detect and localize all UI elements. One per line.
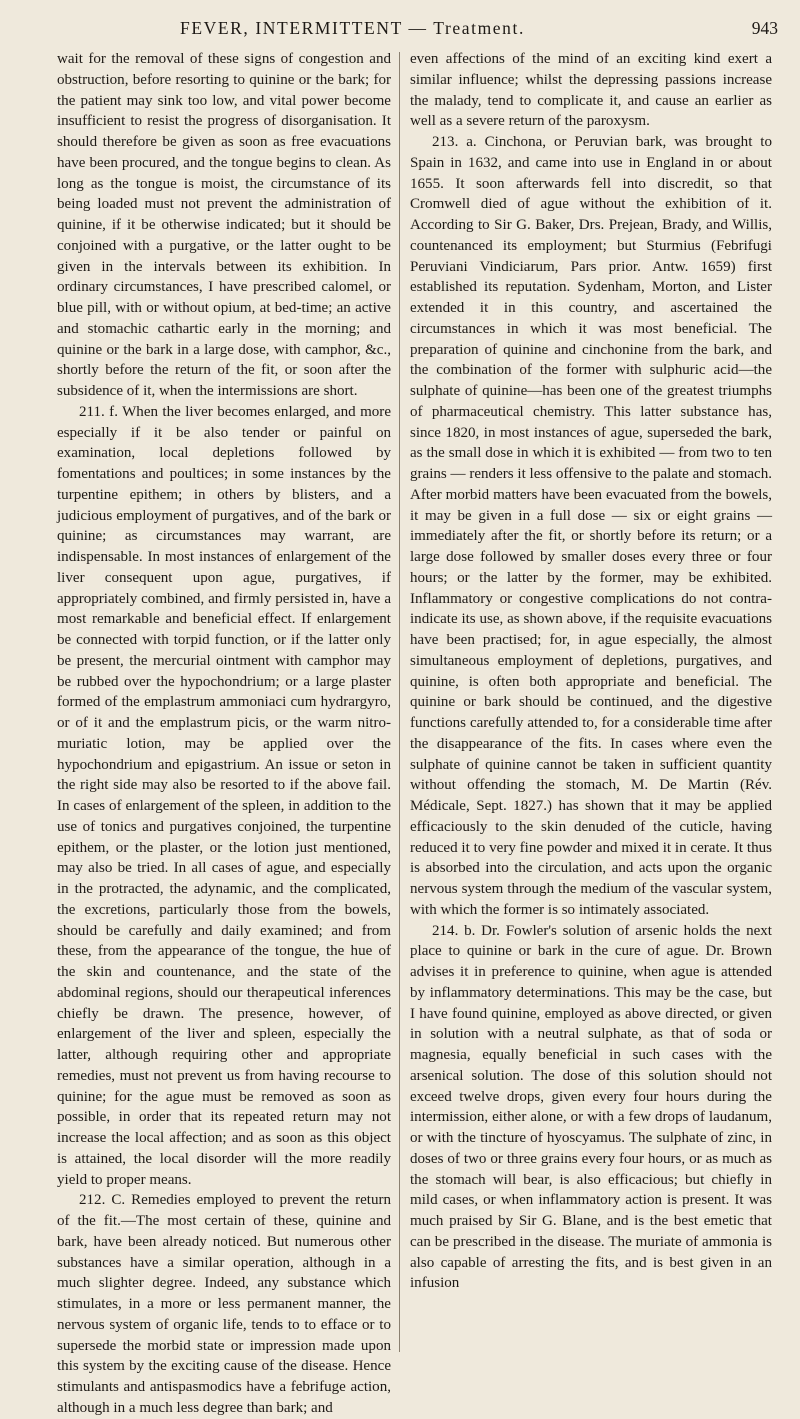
running-header — [60, 18, 778, 42]
column-divider — [399, 52, 400, 1352]
paragraph: 213. a. Cinchona, or Peruvian bark, was brought to Spain in 1632, and came into use in England in or about 1655. It soon afterwards fell into discredit, so that Cromwell died of ague without the exhibition of it. According to Sir G. Baker, Drs. Prejean, Brady, and Willis, countenanced its employment; but Sturmius (Febrifugi Peruviani Vindiciarum, Pars prior. Antw. 1659) first established its reputation. Sydenham, Morton, and Lister extended it in this country, and ascertained the circumstances in which it was most beneficial. The preparation of quinine and cinchonine from the bark, and the combination of the former with sulphuric acid—the sulphate of quinine—has been one of the greatest triumphs of pharmaceutical chemistry. This latter substance has, since 1820, in most instances of ague, superseded the bark, as the small dose in which it is exhibited — from two to ten grains — renders it less offensive to the palate and stomach. After morbid matters have been evacuated from the bowels, it may be given in a full dose — six or eight grains — immediately after the fit, or shortly before its return; or a large dose followed by smaller doses every three or four hours; or the latter by the former, may be exhibited. Inflammatory or congestive complications do not contra-indicate its use, as shown above, if the requisite evacuations have been practised; for, in ague especially, the almost simultaneous employment of depletions, purgatives, and quinine, is often both appropriate and beneficial. The quinine or bark should be continued, and the digestive functions carefully attended to, for a considerable time after the disappearance of the fits. In cases where even the sulphate of quinine cannot be taken in sufficient quantity without offending the stomach, M. De Martin (Rév. Médicale, Sept. 1827.) has shown that it may be applied efficaciously to the skin denuded of the cuticle, having reduced it to very fine powder and mixed it in cerate. It thus is absorbed into the circulation, and acts upon the organic nervous system through the medium of the vascular system, with which the former is so intimately associated. — [410, 134, 772, 918]
paragraph: 212. C. Remedies employed to prevent the return of the fit.—The most certain of these, quinine and bark, have been already noticed. But numerous other substances have a similar operation, although in a much slighter degree. Indeed, any substance which stimulates, in a more or less permanent manner, the nervous system of organic life, tends to to efface or to supersede the morbid state or impression made upon this system by the exciting cause of the disease. Hence stimulants and antispasmodics have a febrifuge action, although in a much less degree than bark; and — [57, 1192, 391, 1416]
running-title: FEVER, INTERMITTENT — Treatment. — [180, 18, 525, 38]
left-column — [57, 49, 391, 1419]
paragraph: even affections of the mind of an exciting kind exert a similar influence; whilst the depressing passions increase the malady, tend to complicate it, and cause an earlier as well as a severe return of the paroxysm. — [410, 51, 772, 130]
right-column — [410, 49, 772, 1294]
paragraph: 211. f. When the liver becomes enlarged, and more especially if it be also tender or painful on examination, local depletions followed by fomentations and poultices; in some instances by the turpentine epithem; in others by blisters, and a judicious employment of purgatives, and of the bark or quinine; as circumstances may warrant, are indispensable. In most instances of enlargement of the liver consequent upon ague, purgatives, if appropriately combined, and firmly persisted in, have a most remarkable and beneficial effect. If enlargement be connected with torpid function, or if the latter only be present, the mercurial ointment with camphor may be rubbed over the hypochondrium; or a large plaster formed of the emplastrum ammoniaci cum hydrargyro, or of it and the emplastrum picis, or the warm nitro-muriatic lotion, may be applied over the hypochondrium and epigastrium. An issue or seton in the right side may also be resorted to if the above fail. In cases of enlargement of the spleen, in addition to the use of tonics and purgatives conjoined, the turpentine epithem, or the plaster, or the lotion just mentioned, may also be tried. In all cases of ague, and especially in the protracted, the adynamic, and the complicated, the excretions, particularly those from the bowels, should be carefully and daily examined; and from these, from the appearance of the tongue, the hue of the skin and countenance, and the state of the abdominal regions, should our therapeutical inferences chiefly be drawn. The presence, however, of enlargement of the liver and spleen, especially the latter, although requiring other and appropriate remedies, must not prevent us from having recourse to quinine; for the ague must be removed as soon as possible, in order that its repeated return may not increase the local affection; and as soon as this object is attained, the local disorder will the more readily yield to proper means. — [57, 403, 391, 1188]
paragraph: wait for the removal of these signs of congestion and obstruction, before resorting to quinine or the bark; for the patient may sink too low, and vital power become insufficient to resist the progress of disorganisation. It should therefore be given as soon as free evacuations have been procured, and the tongue begins to clean. As long as the tongue is moist, the circumstance of its being loaded must not prevent the administration of quinine, if it be otherwise indicated; but it should be conjoined with a purgative, or the latter ought to be given in the intervals between its exhibition. In ordinary circumstances, I have prescribed calomel, or blue pill, with or without opium, at bed-time; an active and stomachic cathartic early in the morning; and quinine or the bark in a large dose, with camphor, &c., shortly before the return of the fit, or soon after the subsidence of it, when the intermissions are short. — [57, 51, 391, 399]
page-number: 943 — [751, 18, 778, 38]
paragraph: 214. b. Dr. Fowler's solution of arsenic holds the next place to quinine or bark in the cure of ague. Dr. Brown advises it in preference to quinine, when ague is attended by inflammatory determinations. This may be the case, but I have found quinine, employed as above directed, or given in solution with a neutral sulphate, as that of soda or magnesia, equally beneficial in such cases with the arsenical solution. The dose of this solution should not exceed twelve drops, given every four hours during the intermission, either alone, or with a few drops of laudanum, or with the tincture of hyoscyamus. The sulphate of zinc, in doses of two or three grains every four hours, or as much as the stomach will bear, is also efficacious; but chiefly in mild cases, or when inflammatory action is present. It was much praised by Sir G. Blane, and is the best emetic that can be prescribed in the disease. The muriate of ammonia is also capable of arresting the fits, and is best given in an infusion — [410, 922, 772, 1292]
